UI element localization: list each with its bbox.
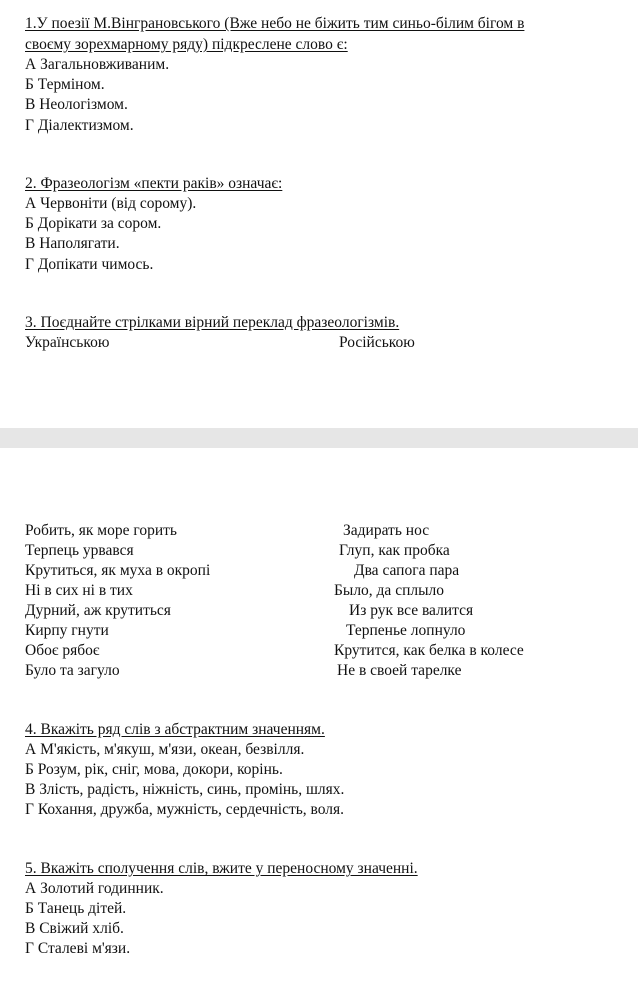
page-2 — [0, 448, 638, 984]
q1-question-line1: 1.У поезії М.Вінграновського (Вже небо не біжить тим синьо-білим бігом в — [25, 15, 525, 32]
page-separator — [0, 428, 638, 448]
q4-question: 4. Вкажіть ряд слів з абстрактним значенням. — [25, 721, 325, 738]
q3-left-item: Терпець урвався — [25, 542, 134, 559]
q1-option-b: Б Терміном. — [25, 76, 105, 93]
q1-option-d: Г Діалектизмом. — [25, 117, 134, 134]
q4-option-c: В Злість, радість, ніжність, синь, промінь, шлях. — [25, 781, 345, 798]
q4-option-a: А М'якість, м'якуш, м'язи, океан, безвілля. — [25, 741, 305, 758]
q4-option-d: Г Кохання, дружба, мужність, сердечність, воля. — [25, 801, 345, 818]
q1-option-c: В Неологізмом. — [25, 96, 128, 113]
q3-right-item: Терпенье лопнуло — [346, 622, 466, 639]
q1-question-line2: своєму зорехмарному ряду) підкреслене слово є: — [25, 36, 348, 53]
q3-left-item: Ні в сих ні в тих — [25, 582, 133, 599]
q3-col-left-header: Українською — [25, 334, 110, 351]
q2-option-a: А Червоніти (від сорому). — [25, 195, 197, 212]
q2-option-b: Б Дорікати за сором. — [25, 215, 162, 232]
q2-question: 2. Фразеологізм «пекти раків» означає: — [25, 175, 283, 192]
q3-right-item: Задирать нос — [343, 522, 430, 539]
q2-option-d: Г Допікати чимось. — [25, 256, 154, 273]
q3-question: 3. Поєднайте стрілками вірний переклад фразеологізмів. — [25, 314, 400, 331]
q1-option-a: А Загальновживаним. — [25, 56, 170, 73]
q3-left-item: Крутиться, як муха в окропі — [25, 562, 211, 579]
q3-col-right-header: Російською — [339, 334, 415, 351]
q5-option-d: Г Сталеві м'язи. — [25, 940, 131, 957]
q5-option-c: В Свіжий хліб. — [25, 920, 124, 937]
q3-left-item: Дурний, аж крутиться — [25, 602, 171, 619]
q3-right-item: Не в своей тарелке — [337, 662, 462, 679]
page-1 — [0, 0, 638, 428]
q3-right-item: Крутится, как белка в колесе — [334, 642, 524, 659]
q5-question: 5. Вкажіть сполучення слів, вжите у переносному значенні. — [25, 860, 418, 877]
q3-left-item: Робить, як море горить — [25, 522, 177, 539]
q3-right-item: Глуп, как пробка — [339, 542, 450, 559]
q4-option-b: Б Розум, рік, сніг, мова, докори, корінь. — [25, 761, 283, 778]
q3-right-item: Было, да сплыло — [334, 582, 444, 599]
q3-left-item: Кирпу гнути — [25, 622, 109, 639]
q3-left-item: Було та загуло — [25, 662, 120, 679]
q5-option-b: Б Танець дітей. — [25, 900, 127, 917]
q5-option-a: А Золотий годинник. — [25, 880, 164, 897]
q3-right-item: Два сапога пара — [354, 562, 460, 579]
q2-option-c: В Наполягати. — [25, 235, 120, 252]
q3-right-item: Из рук все валится — [349, 602, 474, 619]
q3-left-item: Обоє рябоє — [25, 642, 100, 659]
